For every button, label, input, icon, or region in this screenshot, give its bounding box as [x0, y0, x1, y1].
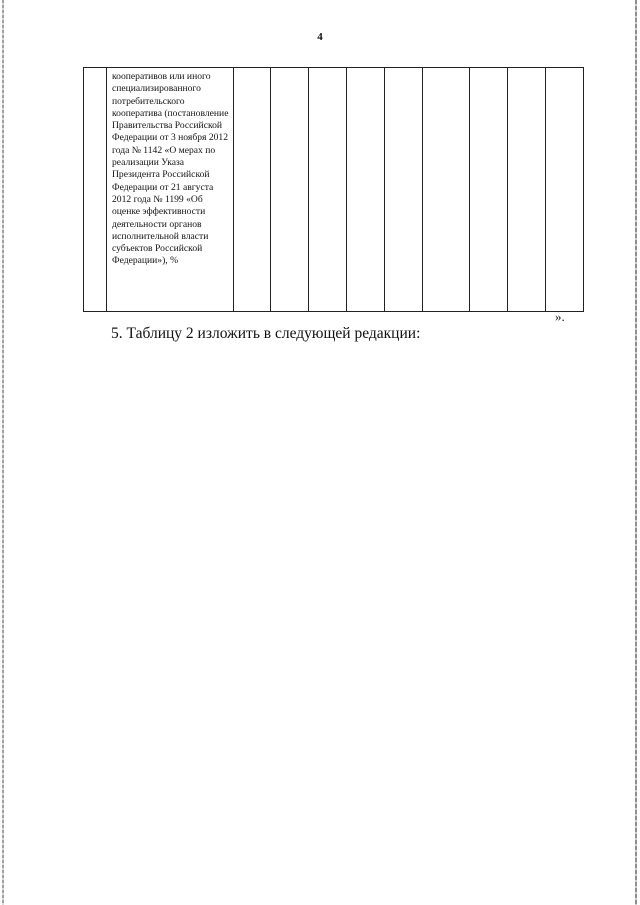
table-cell-value: [385, 68, 423, 312]
continuation-table: [83, 67, 584, 312]
table-cell-value: [347, 68, 385, 312]
closing-quote: ».: [555, 309, 565, 324]
amendment-instruction: 5. Таблицу 2 изложить в следующей редакции:: [111, 325, 421, 342]
table-row: [84, 68, 584, 312]
table-cell-value: [271, 68, 309, 312]
table-cell-value: [508, 68, 546, 312]
table-cell-value: [470, 68, 508, 312]
table-cell-number: [84, 68, 107, 312]
table-cell-value: [234, 68, 271, 312]
scan-edge-left: [2, 0, 4, 905]
table-cell-value: [546, 68, 584, 312]
table-cell-value: [423, 68, 470, 312]
table-cell-value: [309, 68, 347, 312]
page-number: 4: [317, 31, 323, 43]
scan-edge-right: [635, 0, 637, 905]
table-cell-indicator-name: кооперативов или иного специализированного потребительского кооператива (постановление Правительства Российской Федерации от 3 ноября 2012 года № 1142 «О мерах по реализации Указа Президента Российской Федерации от 21 августа 2012 года № 1199 «Об оценке эффективности деятельности органов исполнительной власти субъектов Российской Федерации»), %: [107, 68, 234, 312]
